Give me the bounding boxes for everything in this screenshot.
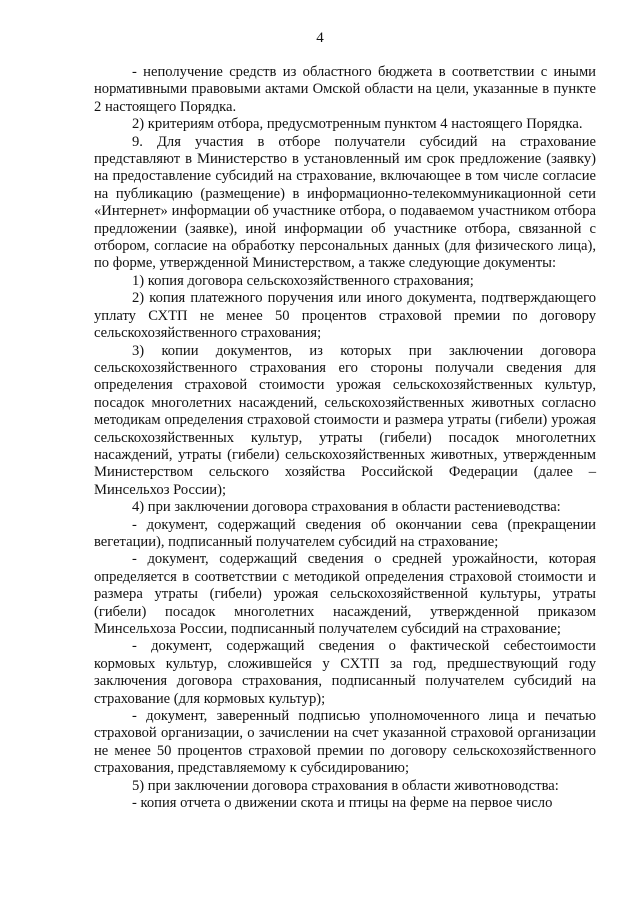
paragraph: 4) при заключении договора страхования в области растениеводства: [132,499,561,516]
paragraph: - копия отчета о движении скота и птицы на ферме на первое число [132,795,553,812]
page-number: 4 [316,30,324,46]
paragraph: - документ, содержащий сведения о средней урожайности, которая определяется в соответствии с методикой определения страховой стоимости и размера утраты (гибели) урожая сельскохозяйственной культуры, утраты (гибели) посадок многолетних насаждений, утвержденной приказом Минсельхоза России, подписанный получателем субсидий на страхование; [94,551,596,637]
paragraph: 1) копия договора сельскохозяйственного страхования; [132,272,474,289]
paragraph: 5) при заключении договора страхования в области животноводства: [132,777,559,794]
document-body [94,64,596,812]
paragraph: 9. Для участия в отборе получатели субсидий на страхование представляют в Министерство в установленный им срок предложение (заявку) на предоставление субсидий на страхование, включающее в том числе согласие на публикацию (размещение) в информационно-телекоммуникационной сети «Интернет» информации об участнике отбора, о подаваемом участником отбора предложении (заявке), иной информации об участнике отбора, связанной с отбором, согласие на обработку персональных данных (для физического лица), по форме, утвержденной Министерством, а также следующие документы: [94,133,596,272]
paragraph: - документ, содержащий сведения об окончании сева (прекращении вегетации), подписанный получателем субсидий на страхование; [94,516,596,550]
paragraph: 3) копии документов, из которых при заключении договора сельскохозяйственного страхования его стороны получали сведения для определения страховой стоимости урожая сельскохозяйственных культур, посадок многолетних насаждений, сельскохозяйственных животных согласно методикам определения страховой стоимости и размера утраты (гибели) урожая сельскохозяйственных культур, утраты (гибели) посадок многолетних насаждений, утраты (гибели) сельскохозяйственных животных, утвержденным Министерством сельского хозяйства Российской Федерации (далее – Минсельхоз России); [94,342,596,498]
paragraph: - документ, содержащий сведения о фактической себестоимости кормовых культур, сложившейся у СХТП за год, предшествующий году заключения договора страхования, подписанный получателем субсидий на страхование (для кормовых культур); [94,638,596,707]
paragraph: 2) копия платежного поручения или иного документа, подтверждающего уплату СХТП не менее 50 процентов страховой премии по договору сельскохозяйственного страхования; [94,290,596,342]
paragraph: 2) критериям отбора, предусмотренным пунктом 4 настоящего Порядка. [132,116,583,133]
paragraph: - неполучение средств из областного бюджета в соответствии с иными нормативными правовыми актами Омской области на цели, указанные в пункте 2 настоящего Порядка. [94,64,596,115]
paragraph: - документ, заверенный подписью уполномоченного лица и печатью страховой организации, о зачислении на счет указанной страховой организации не менее 50 процентов страховой премии по договору сельскохозяйственного страхования, представляемому к субсидированию; [94,708,596,777]
